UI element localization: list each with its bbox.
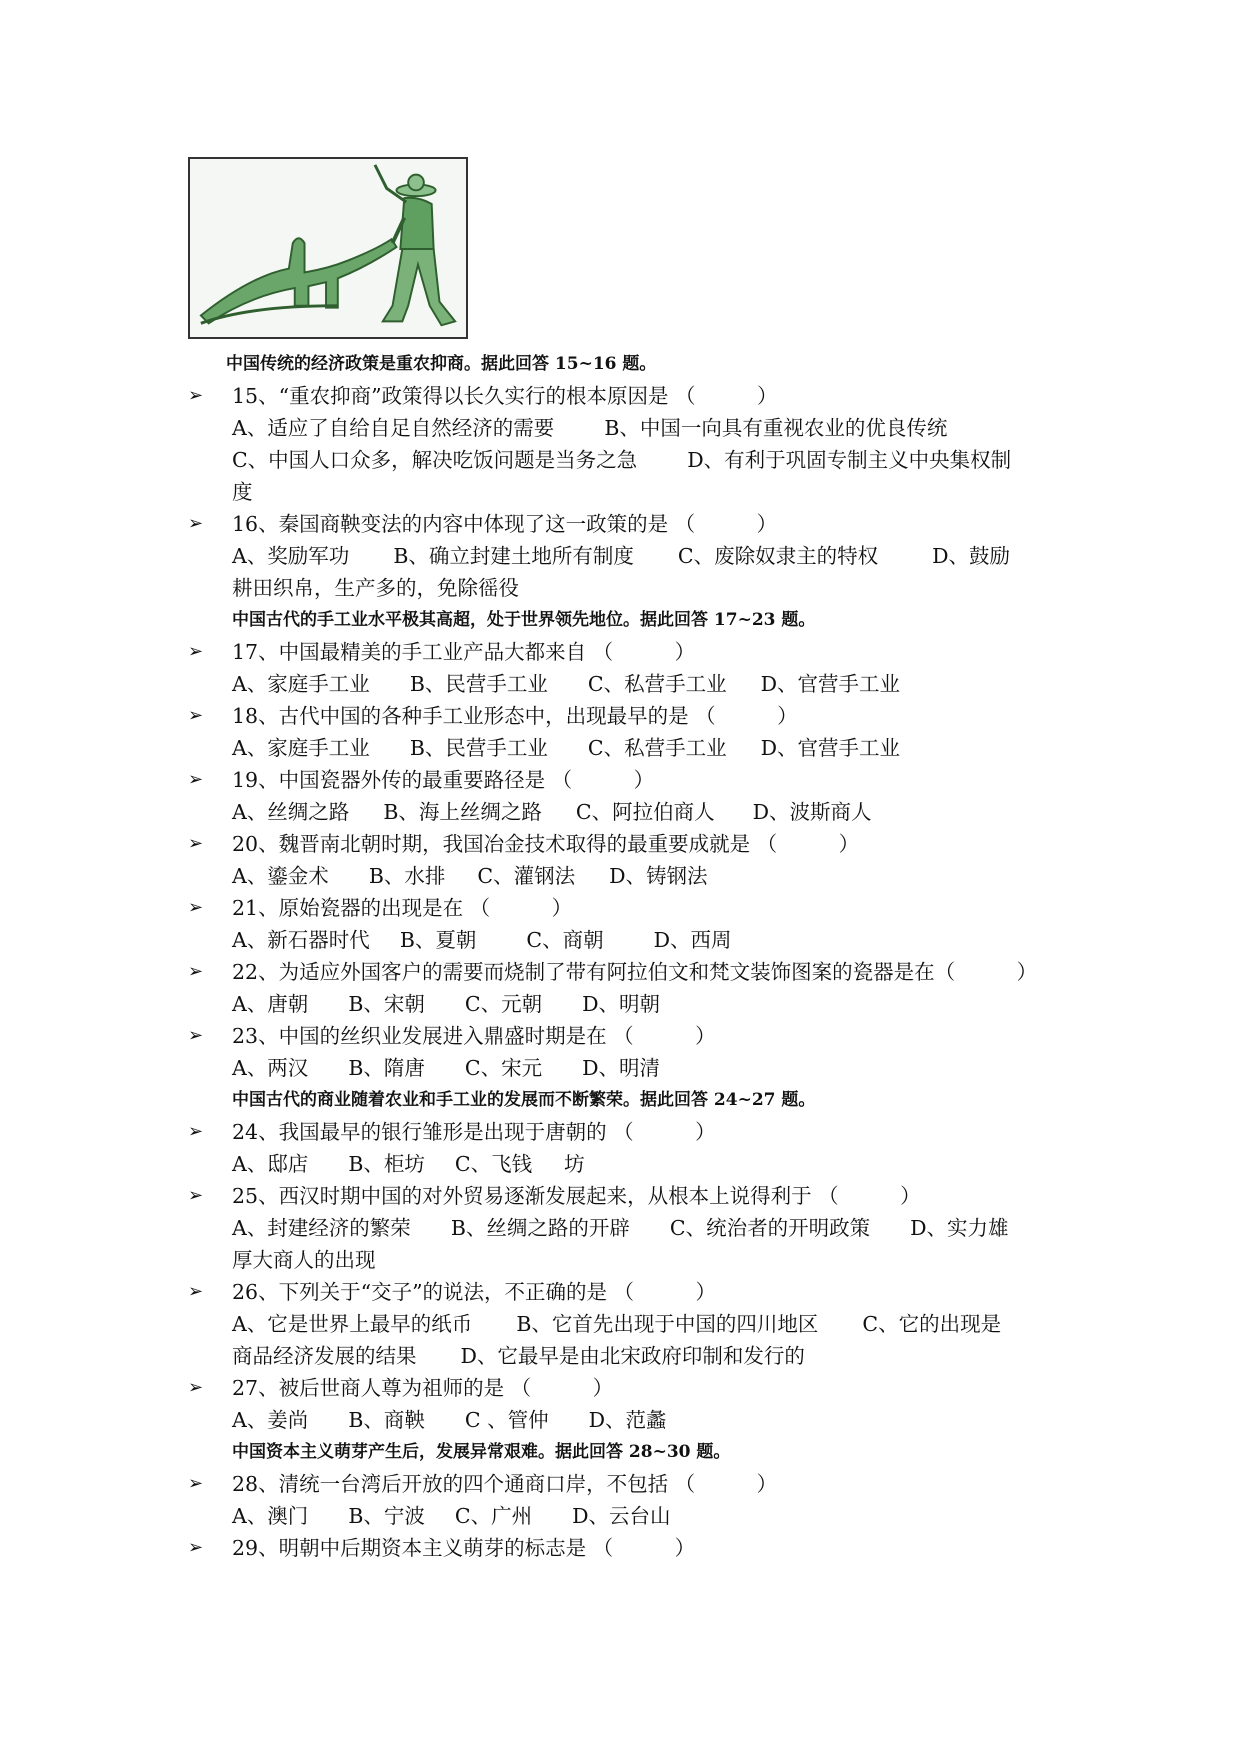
bullet-arrow-icon: ➢ xyxy=(188,1537,204,1558)
option-line: A、丝绸之路 B、海上丝绸之路 C、阿拉伯商人 D、波斯商人 xyxy=(232,800,872,824)
question-stem: 15、“重农抑商”政策得以长久实行的根本原因是 （ ） xyxy=(232,384,778,408)
option-line: A、封建经济的繁荣 B、丝绸之路的开辟 C、统治者的开明政策 D、实力雄 xyxy=(232,1216,1009,1240)
option-line: A、奖励军功 B、确立封建土地所有制度 C、废除奴隶主的特权 D、鼓励 xyxy=(232,544,1011,568)
option-line: 厚大商人的出现 xyxy=(232,1248,376,1272)
question-stem: 29、明朝中后期资本主义萌芽的标志是 （ ） xyxy=(232,1536,696,1560)
question-stem: 20、魏晋南北朝时期，我国冶金技术取得的最重要成就是 （ ） xyxy=(232,832,860,856)
question-stem: 19、中国瓷器外传的最重要路径是 （ ） xyxy=(232,768,655,792)
option-line: A、鎏金术 B、水排 C、灌钢法 D、铸钢法 xyxy=(232,864,708,888)
question-stem: 27、被后世商人尊为祖师的是 （ ） xyxy=(232,1376,614,1400)
question-stem: 24、我国最早的银行雏形是出现于唐朝的 （ ） xyxy=(232,1120,716,1144)
bullet-arrow-icon: ➢ xyxy=(188,1025,204,1046)
bullet-arrow-icon: ➢ xyxy=(188,1473,204,1494)
question-stem: 28、清统一台湾后开放的四个通商口岸，不包括 （ ） xyxy=(232,1472,778,1496)
option-line: A、新石器时代 B、夏朝 C、商朝 D、西周 xyxy=(232,928,732,952)
option-line: A、唐朝 B、宋朝 C、元朝 D、明朝 xyxy=(232,992,661,1016)
bullet-arrow-icon: ➢ xyxy=(188,1281,204,1302)
bullet-arrow-icon: ➢ xyxy=(188,641,204,662)
bullet-arrow-icon: ➢ xyxy=(188,897,204,918)
question-stem: 21、原始瓷器的出现是在 （ ） xyxy=(232,896,573,920)
question-stem: 26、下列关于“交子”的说法，不正确的是 （ ） xyxy=(232,1280,717,1304)
farmer-plough-figure xyxy=(188,157,468,339)
bullet-arrow-icon: ➢ xyxy=(188,1121,204,1142)
question-stem: 25、西汉时期中国的对外贸易逐渐发展起来，从根本上说得利于 （ ） xyxy=(232,1184,921,1208)
section-intro: 中国古代的商业随着农业和手工业的发展而不断繁荣。据此回答 24~27 题。 xyxy=(232,1090,816,1110)
section-intro: 中国传统的经济政策是重农抑商。据此回答 15~16 题。 xyxy=(226,354,657,374)
option-line: 耕田织帛，生产多的，免除徭役 xyxy=(232,576,519,600)
option-line: A、适应了自给自足自然经济的需要 B、中国一向具有重视农业的优良传统 xyxy=(232,416,948,440)
farmer-ploughing-icon xyxy=(190,159,466,337)
question-stem: 17、中国最精美的手工业产品大都来自 （ ） xyxy=(232,640,696,664)
question-stem: 23、中国的丝织业发展进入鼎盛时期是在 （ ） xyxy=(232,1024,716,1048)
bullet-arrow-icon: ➢ xyxy=(188,769,204,790)
option-line: A、它是世界上最早的纸币 B、它首先出现于中国的四川地区 C、它的出现是 xyxy=(232,1312,1002,1336)
bullet-arrow-icon: ➢ xyxy=(188,385,204,406)
bullet-arrow-icon: ➢ xyxy=(188,961,204,982)
section-intro: 中国古代的手工业水平极其高超，处于世界领先地位。据此回答 17~23 题。 xyxy=(232,610,816,630)
option-line: A、家庭手工业 B、民营手工业 C、私营手工业 D、官营手工业 xyxy=(232,736,901,760)
option-line: A、两汉 B、隋唐 C、宋元 D、明清 xyxy=(232,1056,661,1080)
question-stem: 22、为适应外国客户的需要而烧制了带有阿拉伯文和梵文装饰图案的瓷器是在（ ） xyxy=(232,960,1038,984)
option-line: 商品经济发展的结果 D、它最早是由北宋政府印制和发行的 xyxy=(232,1344,805,1368)
bullet-arrow-icon: ➢ xyxy=(188,705,204,726)
option-line: A、邸店 B、柜坊 C、飞钱 坊 xyxy=(232,1152,585,1176)
question-stem: 18、古代中国的各种手工业形态中，出现最早的是 （ ） xyxy=(232,704,798,728)
option-line: A、澳门 B、宁波 C、广州 D、云台山 xyxy=(232,1504,671,1528)
bullet-arrow-icon: ➢ xyxy=(188,1185,204,1206)
option-line: 度 xyxy=(232,480,253,504)
question-stem: 16、秦国商鞅变法的内容中体现了这一政策的是 （ ） xyxy=(232,512,778,536)
option-line: A、姜尚 B、商鞅 C 、管仲 D、范蠡 xyxy=(232,1408,667,1432)
option-line: A、家庭手工业 B、民营手工业 C、私营手工业 D、官营手工业 xyxy=(232,672,901,696)
bullet-arrow-icon: ➢ xyxy=(188,1377,204,1398)
option-line: C、中国人口众多，解决吃饭问题是当务之急 D、有利于巩固专制主义中央集权制 xyxy=(232,448,1012,472)
bullet-arrow-icon: ➢ xyxy=(188,833,204,854)
section-intro: 中国资本主义萌芽产生后，发展异常艰难。据此回答 28~30 题。 xyxy=(232,1442,731,1462)
bullet-arrow-icon: ➢ xyxy=(188,513,204,534)
